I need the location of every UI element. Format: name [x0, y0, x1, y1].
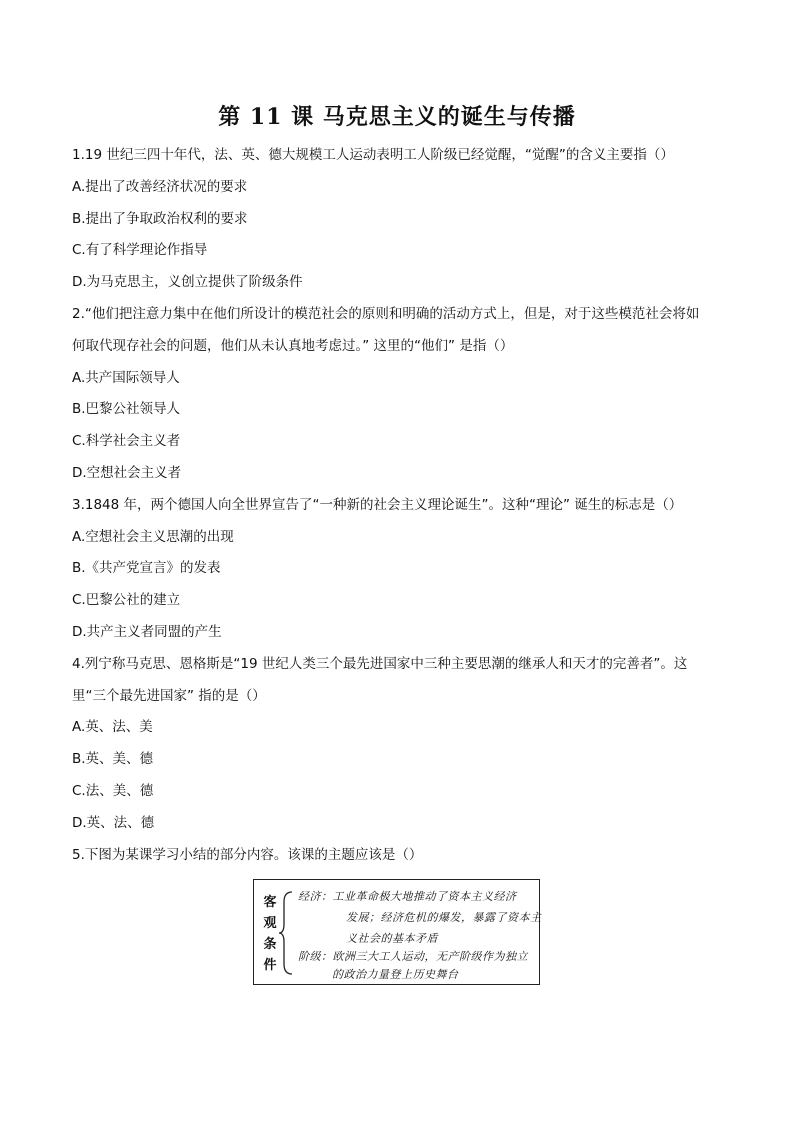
- answer-option: B.《共产党宣言》的发表: [72, 560, 221, 577]
- figure-label-char: 观: [263, 916, 277, 931]
- answer-option: B.英、美、德: [72, 751, 154, 768]
- figure-label-char: 条: [263, 937, 277, 952]
- question-stem: 何取代现存社会的问题，他们从未认真地考虑过。” 这里的“他们” 是指（）: [72, 337, 514, 354]
- answer-option: D.为马克思主，义创立提供了阶级条件: [72, 274, 303, 291]
- figure-row-economy-cont: 义社会的基本矛盾: [346, 932, 438, 945]
- summary-figure: [253, 879, 540, 985]
- answer-option: A.空想社会主义思潮的出现: [72, 528, 234, 545]
- figure-row-economy-cont: 发展；经济危机的爆发，暴露了资本主: [346, 911, 542, 924]
- figure-row-class-cont: 的政治力量登上历史舞台: [332, 968, 459, 981]
- figure-label-char: 客: [263, 895, 277, 910]
- question-stem: 里“三个最先进国家” 指的是（）: [72, 687, 266, 704]
- question-stem: 5.下图为某课学习小结的部分内容。该课的主题应该是（）: [72, 846, 423, 863]
- answer-option: D.空想社会主义者: [72, 465, 182, 481]
- answer-option: C.有了科学理论作指导: [72, 242, 208, 259]
- answer-option: D.英、法、德: [72, 814, 155, 831]
- answer-option: A.共产国际领导人: [72, 369, 180, 386]
- figure-label-char: 件: [263, 958, 277, 973]
- figure-row-class: 阶级：欧洲三大工人运动，无产阶级作为独立: [298, 950, 528, 963]
- figure-row-economy: 经济：工业革命极大地推动了资本主义经济: [298, 890, 517, 903]
- answer-option: B.巴黎公社领导人: [72, 401, 181, 418]
- figure-label: [261, 892, 279, 976]
- answer-option: A.英、法、美: [72, 719, 153, 736]
- answer-option: C.法、美、德: [72, 783, 154, 799]
- page-title: 第 11 课 马克思主义的诞生与传播: [218, 104, 576, 130]
- answer-option: B.提出了争取政治权利的要求: [72, 210, 248, 227]
- answer-option: A.提出了改善经济状况的要求: [72, 178, 248, 195]
- answer-option: C.科学社会主义者: [72, 433, 181, 450]
- question-stem: 3.1848 年，两个德国人向全世界宣告了“一种新的社会主义理论诞生”。这种“理论” 诞生的标志是（）: [72, 496, 683, 513]
- answer-option: C.巴黎公社的建立: [72, 592, 181, 609]
- answer-option: D.共产主义者同盟的产生: [72, 624, 222, 640]
- question-stem: 4.列宁称马克思、恩格斯是“19 世纪人类三个最先进国家中三种主要思潮的继承人和天才的完善者”。这: [72, 655, 688, 672]
- brace-icon: [278, 890, 294, 976]
- question-stem: 2.“他们把注意力集中在他们所设计的模范社会的原则和明确的活动方式上，但是，对于这些模范社会将如: [72, 306, 700, 322]
- question-stem: 1.19 世纪三四十年代，法、英、德大规模工人运动表明工人阶级已经觉醒，“觉醒”的含义主要指（）: [72, 147, 674, 163]
